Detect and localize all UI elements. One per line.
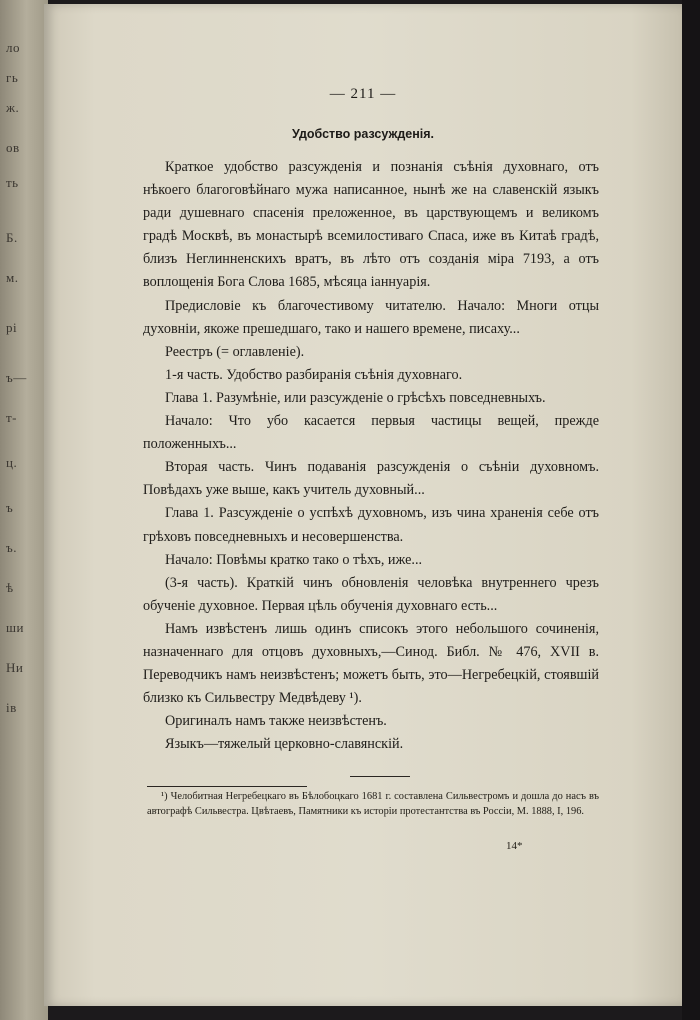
left-page-text-fragment: ши [6,620,24,635]
paragraph: (3-я часть). Краткій чинъ обновленія человѣка внутреннего чрезъ обученіе духовное. Первая цѣль обученія духовнаго есть... [143,574,599,614]
page-heading: Удобство разсужденія. [291,127,435,141]
paragraph: Реестръ (= оглавленіе). [165,343,305,360]
left-page-text-fragment: ъ. [6,540,17,555]
left-page-text-fragment: ло [6,40,20,55]
left-page-text-fragment: ів [6,700,17,715]
book-page [44,4,682,1006]
left-page-text-fragment: Ни [6,660,24,675]
paragraph: Глава 1. Разумѣніе, или разсужденіе о грѣсѣхъ повседневныхъ. [165,389,546,406]
left-page-text-fragment: ъ— [6,370,27,385]
left-page-text-fragment: ц. [6,455,18,470]
left-page-text-fragment: рі [6,320,18,335]
left-page-text-fragment: гь [6,70,19,85]
paragraph: 1-я часть. Удобство разбиранія съѣнія духовнаго. [165,366,463,383]
left-page-text-fragment: ж. [6,100,20,115]
footnote-text: ¹) Челобитная Негребецкаго въ Бѣлобоцкаго 1681 г. составлена Сильвестромъ и дошла до насъ въ автографѣ Сильвестра. Цвѣтаевъ, Памятники къ исторіи протестантства въ Россіи, М. 1888, I, 196. [147,791,599,817]
paragraph: Начало: Что убо касается первыя частицы вещей, прежде положенныхъ... [143,413,599,453]
paragraph: Глава 1. Разсужденіе о успѣхѣ духовномъ, изъ чина храненія себе отъ грѣховъ повседневныхъ и несовершенства. [143,505,599,545]
printer-signature-mark: 14* [506,840,523,852]
paragraph: Начало: Повѣмы кратко тако о тѣхъ, иже... [165,551,423,568]
background-edge [682,0,700,1020]
paragraph: Вторая часть. Чинъ подаванія разсужденія о съѣніи духовномъ. Повѣдахъ уже выше, какъ учитель духовный... [143,459,599,499]
footnote [147,790,599,820]
body-text [143,156,599,756]
left-page-text-fragment: ъ [6,500,14,515]
left-page-text-fragment: т- [6,410,18,425]
paragraph: Намъ извѣстенъ лишь одинъ списокъ этого небольшого сочиненія, назначеннаго для отцовъ духовныхъ,—Синод. Библ. № 476, XVII в. Переводчикъ намъ неизвѣстенъ; можетъ быть, это—Негребецкій, стоявшій близко къ Сильвестру Медвѣдеву ¹). [143,620,599,707]
left-page-text-fragment: Б. [6,230,18,245]
left-page-text-fragment: ть [6,175,19,190]
left-page-text-fragment: ов [6,140,20,155]
left-page-text-fragment: м. [6,270,19,285]
paragraph: Предисловіе къ благочестивому читателю. Начало: Многи отцы духовніи, якоже прешедшаго, тако и нашего времене, писаху... [143,297,599,337]
section-divider [350,776,410,777]
paragraph: Краткое удобство разсужденія и познанія съѣнія духовнаго, отъ нѣкоего благоговѣйнаго мужа написанное, нынѣ же на славенскій языкъ ради душевнаго спасенія преложенное, въ царствующемъ и великомъ градѣ Москвѣ, въ монастырѣ всемилостиваго Спаса, иже въ Китаѣ градѣ, близъ Неглинненскихъ вратъ, въ лѣто отъ созданія міра 7193, а отъ воплощенія Бога Слова 1685, мѣсяца іаннуарія. [143,159,599,291]
left-page-text-fragment: ѣ [6,580,14,595]
footnote-rule [147,786,307,787]
paragraph: Оригиналъ намъ также неизвѣстенъ. [165,713,387,730]
left-page-edge [0,0,48,1020]
paragraph: Языкъ—тяжелый церковно-славянскій. [165,736,404,753]
page-number: — 211 — [329,86,397,102]
